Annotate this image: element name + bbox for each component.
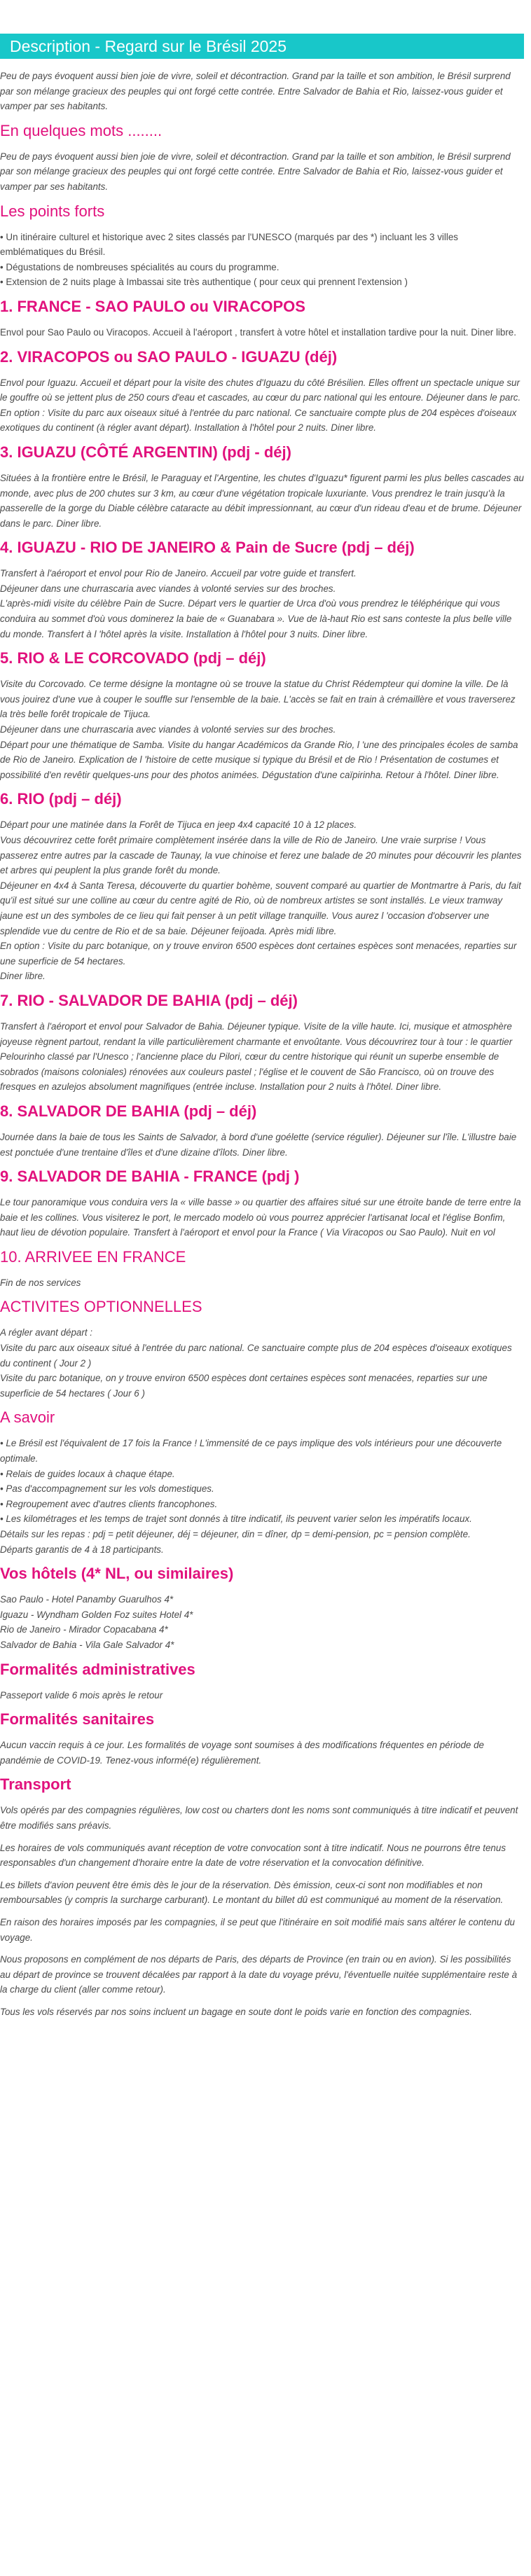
text-line: Envol pour Iguazu. Accueil et départ pour la visite des chutes d'Iguazu du côté Brésilien. Elles offrent un spectacle unique sur le gouffre où se jettent plus de 250 cours d'eau et cascades, au cœur du parc national qui les entoure. Déjeuner dans le parc. En option : Visite du parc aux oiseaux situé à l'entrée du parc national. Ce sanctuaire compte plus de 204 espèces d'oiseaux exotiques du continent (à régler avant départ). Installation à l'hôtel pour 2 nuits. Diner libre.: [0, 377, 521, 434]
text-line: Peu de pays évoquent aussi bien joie de vivre, soleil et décontraction. Grand par la taille et son ambition, le Brésil surprend par son mélange gracieux des peuples qui ont forgé cette contrée. Entre Salvador de Bahia et Rio, laissez-vous guider et vamper par ses habitants.: [0, 151, 511, 192]
section-intro: [0, 69, 524, 114]
text-line: Visite du Corcovado. Ce terme désigne la montagne où se trouve la statue du Christ Rédempteur qui domine la ville. De là vous jouirez d'une vue à couper le souffle sur l'ensemble de la baie. L'accès se fait en train à crémaillère et vous traverserez la très belle forêt tropicale de Tijuca.: [0, 679, 516, 720]
text-line: Salvador de Bahia - Vila Gale Salvador 4*: [0, 1639, 174, 1650]
text-line: Déjeuner dans une churrascaria avec viandes à volonté servies sur des broches.: [0, 583, 336, 594]
section-1-france-sao-paulo-ou-viracopos: [0, 297, 524, 340]
text-line: Sao Paulo - Hotel Panamby Guarulhos 4*: [0, 1594, 174, 1605]
text-line: Situées à la frontière entre le Brésil, le Paraguay et l'Argentine, les chutes d'Iguazu* figurent parmi les plus belles cascades au monde, avec plus de 200 chutes sur 3 km, au cœur d'une végétation tropicale luxuriante. Vous prendrez le train jusqu'à la passerelle de la gorge du Diable célèbre cataracte au débit impressionnant, au cœur d'un rideau d'eau et de brume. Déjeuner dans le parc. Diner libre.: [0, 472, 524, 529]
text-line: • Pas d'accompagnement sur les vols domestiques.: [0, 1483, 214, 1495]
section-3-iguazu-cote-argentin-pdj-dej: [0, 443, 524, 531]
section-heading: 6. RIO (pdj – déj): [0, 790, 122, 808]
section-heading: 4. IGUAZU - RIO DE JANEIRO & Pain de Sucre (pdj – déj): [0, 539, 415, 557]
section-paragraph: [0, 1019, 524, 1095]
text-line: • Dégustations de nombreuses spécialités au cours du programme.: [0, 261, 280, 272]
section-heading: ACTIVITES OPTIONNELLES: [0, 1298, 202, 1316]
section-heading: En quelques mots ........: [0, 121, 163, 139]
section-paragraph: [0, 375, 524, 436]
text-line: Aucun vaccin requis à ce jour. Les formalités de voyage sont soumises à des modifications fréquentes en période de pandémie de COVID-19. Tenez-vous informé(e) régulièrement.: [0, 1740, 484, 1766]
section-formalites-administratives: [0, 1660, 524, 1703]
section-9-salvador-de-bahia-france-pdj: [0, 1167, 524, 1240]
section-heading: 3. IGUAZU (CÔTÉ ARGENTIN) (pdj - déj): [0, 443, 291, 461]
text-line: Vous découvrirez cette forêt primaire complètement insérée dans la ville de Rio de Janeiro. Une vraie surprise ! Vous passerez entre autres par la cascade de Taunay, la vue chinoise et ferez une balade de 20 minutes pour découvrir les plantes et arbres qui peuplent la plus grande forêt du monde.: [0, 835, 522, 876]
text-line: Diner libre.: [0, 971, 46, 982]
text-line: Les horaires de vols communiqués avant réception de votre convocation sont à titre indicatif. Nous ne pourrons être tenus responsables d'un changement d'horaire entre la date de votre réservation et la convocation définitive.: [0, 1842, 506, 1869]
text-line: Détails sur les repas : pdj = petit déjeuner, déj = déjeuner, din = dîner, dp = demi-pension, pc = pension complète.: [0, 1529, 471, 1539]
section-a-savoir: [0, 1408, 524, 1557]
section-paragraph: [0, 677, 524, 782]
section-heading: A savoir: [0, 1408, 55, 1427]
description-content: [0, 69, 524, 2019]
section-paragraph: [0, 1275, 524, 1291]
section-activites-optionnelles: [0, 1297, 524, 1401]
text-line: Fin de nos services: [0, 1277, 81, 1288]
text-line: En raison des horaires imposés par les compagnies, il se peut que l'itinéraire en soit modifié mais sans altérer le contenu du voyage.: [0, 1916, 515, 1943]
section-paragraph: [0, 1436, 524, 1557]
section-paragraph: [0, 69, 524, 114]
text-line: Transfert à l'aéroport et envol pour Salvador de Bahia. Déjeuner typique. Visite de la ville haute. Ici, musique et atmosphère joyeuse règnent partout, rendant la ville particulièrement charmante et envoûtante. Vous découvrirez tour à tour : le quartier Pelourinho classé par l'Unesco ; l'ancienne place du Pilori, cœur du centre historique qui réunit un superbe ensemble de sobrados (maisons coloniales) rénovées aux couleurs pastel ; l'église et le couvent de São Francisco, où on trouve des fresques en azulejos absolument magnifiques (entrée incluse. Installation pour 2 nuits à l'hôtel. Diner libre.: [0, 1020, 513, 1093]
section-heading: 10. ARRIVEE EN FRANCE: [0, 1247, 186, 1266]
section-paragraph: [0, 471, 524, 531]
page-title: Description - Regard sur le Brésil 2025: [10, 37, 287, 55]
text-line: Départ pour une thématique de Samba. Visite du hangar Académicos da Grande Rio, l 'une des principales écoles de samba de Rio de Janeiro. Explication de l 'histoire de cette musique si typique du Brésil et de Rio ! Présentation de costumes et possibilité d'en revêtir quelques-uns pour des photos animées. Dégustation d'une caïpirinha. Retour à l'hôtel. Diner libre.: [0, 739, 518, 780]
section-2-viracopos-ou-sao-paulo-iguazu-dej: [0, 347, 524, 436]
section-paragraph: [0, 1952, 524, 1997]
section-paragraph: [0, 1803, 524, 1833]
section-formalites-sanitaires: [0, 1710, 524, 1768]
section-4-iguazu-rio-de-janeiro-pain-de-sucre-pdj-dej: [0, 538, 524, 642]
text-line: Départ pour une matinée dans la Forêt de Tijuca en jeep 4x4 capacité 10 à 12 places.: [0, 819, 357, 831]
section-heading: 5. RIO & LE CORCOVADO (pdj – déj): [0, 649, 266, 667]
text-line: • Regroupement avec d'autres clients francophones.: [0, 1498, 218, 1509]
section-paragraph: [0, 230, 524, 290]
section-vos-hotels-4-nl-ou-similaires: [0, 1564, 524, 1652]
section-paragraph: [0, 149, 524, 195]
section-paragraph: [0, 817, 524, 984]
section-paragraph: [0, 1915, 524, 1945]
text-line: • Le Brésil est l'équivalent de 17 fois la France ! L'immensité de ce pays implique des vols intérieurs pour une découverte optimale.: [0, 1438, 502, 1464]
section-heading: Les points forts: [0, 202, 105, 220]
text-line: Transfert à l'aéroport et envol pour Rio de Janeiro. Accueil par votre guide et transfert.: [0, 568, 357, 579]
text-line: En option : Visite du parc botanique, on y trouve environ 6500 espèces dont certaines espèces sont menacées, reparties sur une superficie de 54 hectares.: [0, 941, 517, 967]
section-paragraph: [0, 1878, 524, 1908]
text-line: Tous les vols réservés par nos soins incluent un bagage en soute dont le poids varie en fonction des compagnies.: [0, 2006, 472, 2017]
section-les-points-forts: [0, 202, 524, 290]
text-line: Les billets d'avion peuvent être émis dès le jour de la réservation. Dès émission, ceux-ci sont non modifiables et non remboursables (y compris la surcharge carburant). Le montant du billet dû est communiqué au moment de la réservation.: [0, 1879, 504, 1906]
text-line: Déjeuner dans une churrascaria avec viandes à volonté servies sur des broches.: [0, 724, 336, 735]
section-heading: 7. RIO - SALVADOR DE BAHIA (pdj – déj): [0, 991, 298, 1009]
section-paragraph: [0, 1592, 524, 1652]
section-heading: 1. FRANCE - SAO PAULO ou VIRACOPOS: [0, 297, 305, 315]
text-line: Départs garantis de 4 à 18 participants.: [0, 1544, 164, 1555]
text-line: Journée dans la baie de tous les Saints de Salvador, à bord d'une goélette (service régulier). Déjeuner sur l'île. L'illustre baie est ponctuée d'une trentaine d'îles et d'une dizaine d'îlots. Diner libre.: [0, 1131, 517, 1158]
section-en-quelques-mots: [0, 121, 524, 195]
section-heading: Formalités administratives: [0, 1660, 195, 1678]
text-line: Vols opérés par des compagnies régulières, low cost ou charters dont les noms sont communiqués à titre indicatif et peuvent être modifiés sans préavis.: [0, 1805, 518, 1831]
section-transport: [0, 1775, 524, 2019]
text-line: Iguazu - Wyndham Golden Foz suites Hotel 4*: [0, 1609, 193, 1620]
text-line: A régler avant départ :: [0, 1327, 92, 1338]
section-paragraph: [0, 1195, 524, 1240]
section-paragraph: [0, 2004, 524, 2020]
section-heading: 9. SALVADOR DE BAHIA - FRANCE (pdj ): [0, 1168, 300, 1186]
text-line: Envol pour Sao Paulo ou Viracopos. Accueil à l'aéroport , transfert à votre hôtel et installation tardive pour la nuit. Diner libre.: [0, 326, 516, 338]
text-line: Nous proposons en complément de nos départs de Paris, des départs de Province (en train ou en avion). Si les possibilités au départ de province se trouvent décalées par rapport à la date du voyage prévu, l'éventuelle nuitée supplémentaire reste à la charge du client (aller comme retour).: [0, 1954, 518, 1995]
section-paragraph: [0, 325, 524, 340]
text-line: Le tour panoramique vous conduira vers la « ville basse » ou quartier des affaires situé sur une étroite bande de terre entre la baie et les collines. Vous visiterez le port, le mercado modelo où vous pourrez apprécier l'artisanat local et l'église Bonfim, haut lieu de dévotion populaire. Transfert à l'aéroport et envol pour la France ( Via Viracopos ou Sao Paulo). Nuit en vol: [0, 1197, 521, 1238]
section-8-salvador-de-bahia-pdj-dej: [0, 1102, 524, 1160]
section-6-rio-pdj-dej: [0, 789, 524, 984]
text-line: L'après-midi visite du célèbre Pain de Sucre. Départ vers le quartier de Urca d'où vous prendrez le téléphérique qui vous conduira au sommet d'où vous dominerez la baie de « Guanabara ». Vue de là-haut Rio est sans conteste la plus belle ville du monde. Transfert à l 'hôtel après la visite. Installation à l'hôtel pour 3 nuits. Diner libre.: [0, 598, 512, 639]
section-paragraph: [0, 1130, 524, 1160]
section-paragraph: [0, 1738, 524, 1768]
text-line: Peu de pays évoquent aussi bien joie de vivre, soleil et décontraction. Grand par la taille et son ambition, le Brésil surprend par son mélange gracieux des peuples qui ont forgé cette contrée. Entre Salvador de Bahia et Rio, laissez-vous guider et vamper par ses habitants.: [0, 71, 511, 112]
section-paragraph: [0, 1841, 524, 1871]
text-line: • Les kilométrages et les temps de trajet sont donnés à titre indicatif, ils peuvent varier selon les impératifs locaux.: [0, 1514, 472, 1525]
text-line: Visite du parc botanique, on y trouve environ 6500 espèces dont certaines espèces sont menacées, reparties sur une superficie de 54 hectares ( Jour 6 ): [0, 1373, 488, 1399]
section-5-rio-le-corcovado-pdj-dej: [0, 649, 524, 782]
page-title-banner: [0, 34, 524, 59]
section-heading: Formalités sanitaires: [0, 1710, 155, 1729]
text-line: • Relais de guides locaux à chaque étape.: [0, 1468, 175, 1479]
section-7-rio-salvador-de-bahia-pdj-dej: [0, 991, 524, 1095]
text-line: • Extension de 2 nuits plage à Imbassai site très authentique ( pour ceux qui prennent l'extension ): [0, 277, 408, 288]
section-heading: Transport: [0, 1775, 71, 1794]
section-10-arrivee-en-france: [0, 1247, 524, 1291]
text-line: Déjeuner en 4x4 à Santa Teresa, découverte du quartier bohème, souvent comparé au quartier de Montmartre à Paris, du fait qu'il est situé sur une colline au cœur du centre agité de Rio, où de nombreux artistes se sont installés. Le vieux tramway jaune est un des symboles de ce lieu qui fait penser à un petit village tranquille. Vous aurez l 'occasion d'observer une splendide vue du centre de Rio et de sa baie. Déjeuner feijoada. Après midi libre.: [0, 880, 521, 936]
section-paragraph: [0, 1325, 524, 1401]
text-line: Rio de Janeiro - Mirador Copacabana 4*: [0, 1624, 168, 1635]
text-line: Passeport valide 6 mois après le retour: [0, 1689, 163, 1701]
text-line: • Un itinéraire culturel et historique avec 2 sites classés par l'UNESCO (marqués par des *) incluant les 3 villes emblématiques du Brésil.: [0, 231, 458, 258]
section-heading: 2. VIRACOPOS ou SAO PAULO - IGUAZU (déj): [0, 347, 338, 366]
text-line: Visite du parc aux oiseaux situé à l'entrée du parc national. Ce sanctuaire compte plus de 204 espèces d'oiseaux exotiques du continent ( Jour 2 ): [0, 1343, 512, 1369]
section-paragraph: [0, 1688, 524, 1703]
section-heading: 8. SALVADOR DE BAHIA (pdj – déj): [0, 1102, 257, 1120]
section-paragraph: [0, 566, 524, 642]
section-heading: Vos hôtels (4* NL, ou similaires): [0, 1565, 234, 1583]
